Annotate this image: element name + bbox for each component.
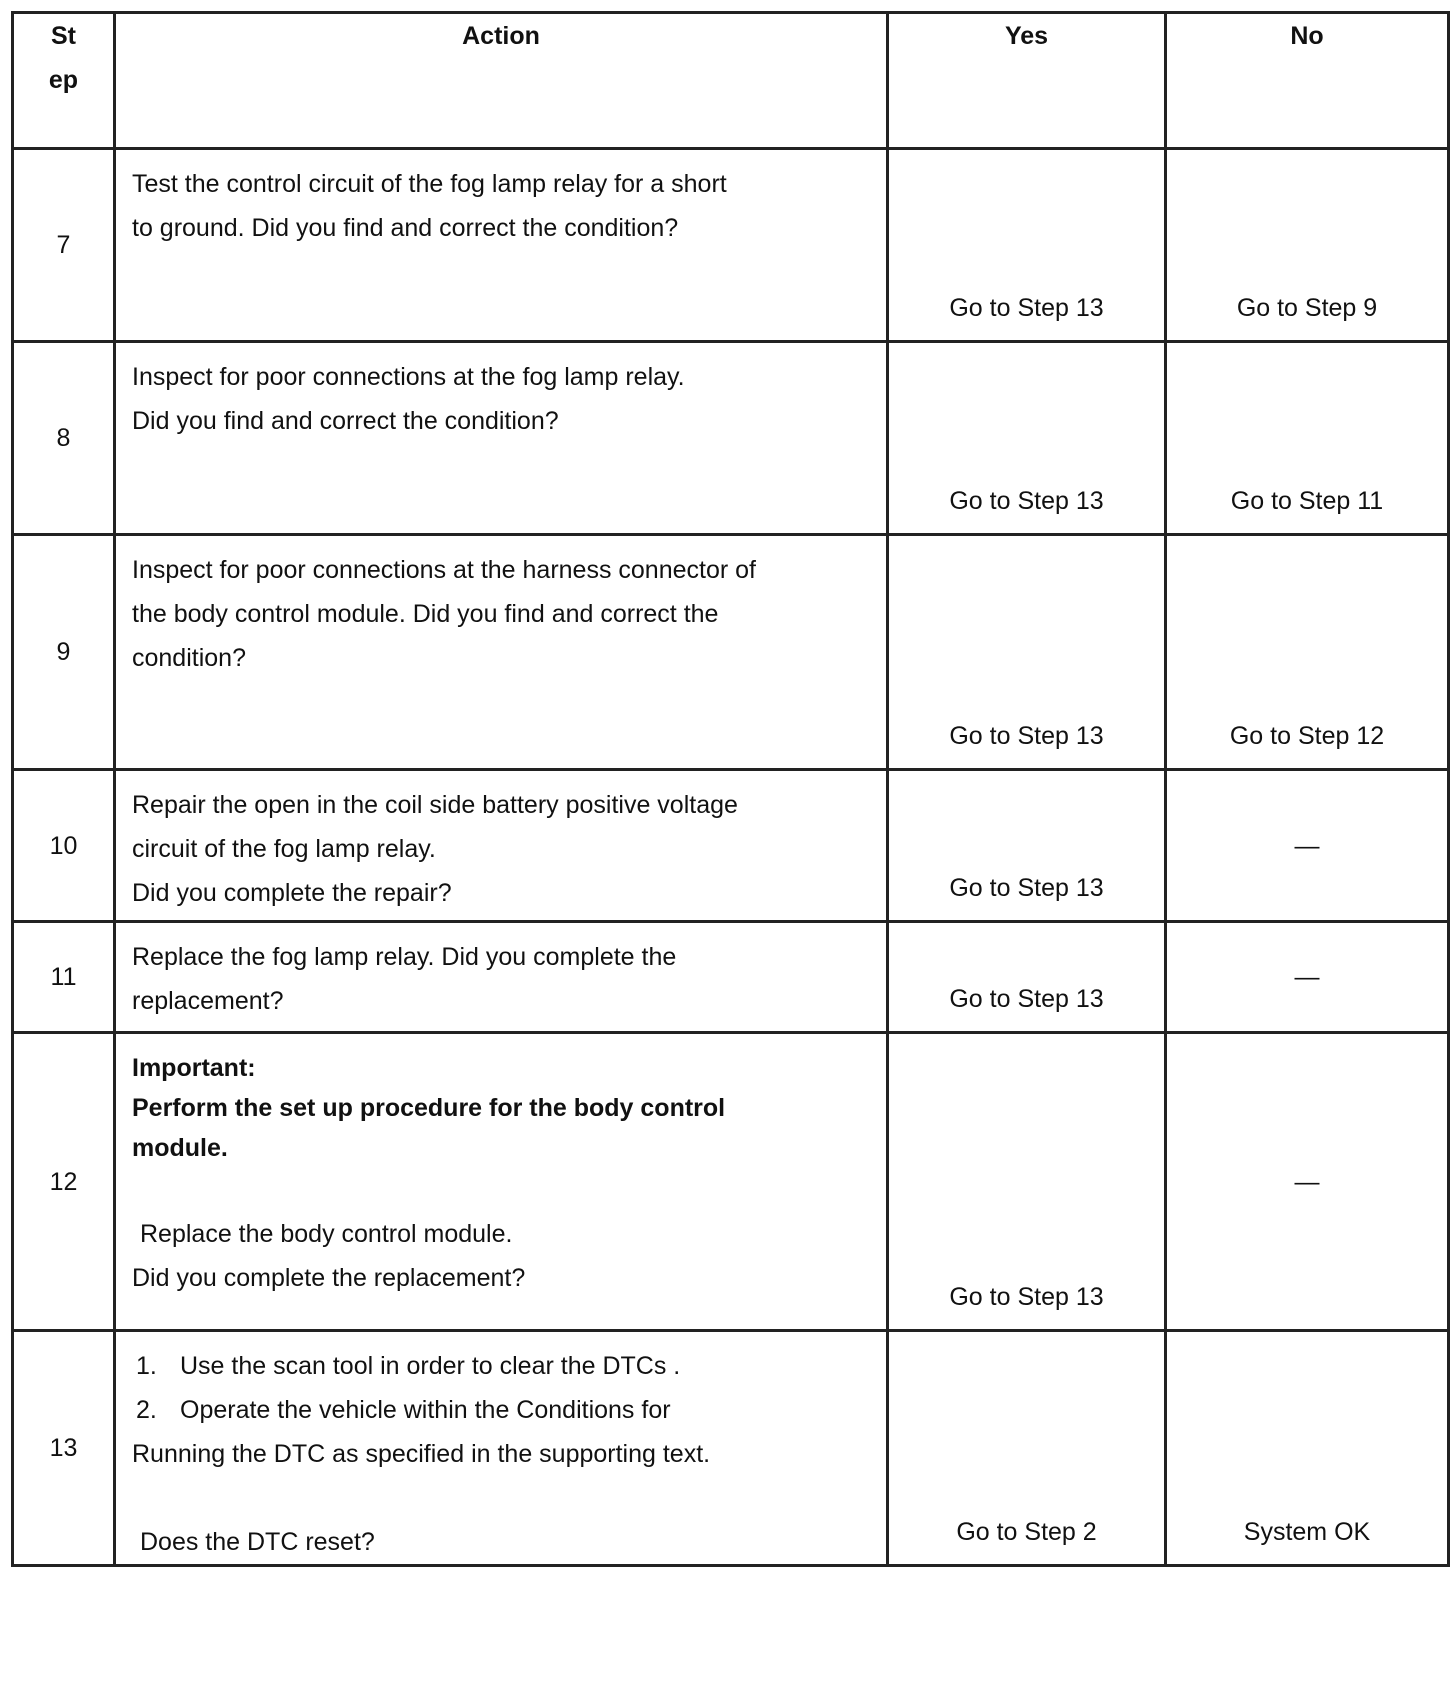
header-step-line2: ep: [48, 66, 79, 94]
no-result-dash: —: [1294, 963, 1320, 991]
step-number: 7: [13, 149, 115, 342]
action-line: Test the control circuit of the fog lamp relay for a short: [132, 170, 727, 198]
step-number: 9: [13, 535, 115, 770]
yes-result: Go to Step 13: [949, 985, 1104, 1013]
action-line: circuit of the fog lamp relay.: [132, 835, 436, 863]
no-cell: [1166, 1331, 1449, 1566]
action-cell: [115, 342, 888, 535]
yes-cell: [888, 535, 1166, 770]
step-number: 11: [13, 922, 115, 1033]
no-cell: [1166, 770, 1449, 922]
no-cell: [1166, 922, 1449, 1033]
yes-cell: [888, 1331, 1166, 1566]
action-cell: [115, 770, 888, 922]
yes-cell: [888, 1033, 1166, 1331]
table-row: [13, 1331, 1449, 1566]
table-row: [13, 342, 1449, 535]
question-line: Does the DTC reset?: [140, 1528, 375, 1556]
header-step: [13, 13, 115, 149]
yes-result: Go to Step 13: [949, 874, 1104, 902]
step-number: 13: [13, 1331, 115, 1566]
action-line: the body control module. Did you find and correct the: [132, 600, 719, 628]
no-cell: [1166, 535, 1449, 770]
action-cell: [115, 535, 888, 770]
no-result-dash: —: [1294, 1167, 1320, 1196]
action-cell: [115, 1331, 888, 1566]
action-line: Replace the body control module.: [140, 1220, 513, 1248]
no-result: System OK: [1243, 1518, 1371, 1546]
yes-result: Go to Step 13: [949, 294, 1104, 322]
no-result-dash: —: [1294, 831, 1320, 860]
yes-result: Go to Step 13: [949, 487, 1104, 515]
important-line: Perform the set up procedure for the body control: [132, 1094, 726, 1122]
list-continuation: Running the DTC as specified in the supporting text.: [132, 1440, 711, 1468]
action-cell: [115, 922, 888, 1033]
action-line: Did you complete the repair?: [132, 879, 452, 907]
action-line: condition?: [132, 644, 246, 672]
diagnostic-table: [11, 11, 1450, 1567]
action-line: Repair the open in the coil side battery positive voltage: [132, 791, 738, 819]
step-number: 12: [13, 1033, 115, 1331]
yes-cell: [888, 342, 1166, 535]
header-row: [13, 13, 1449, 149]
header-action: Action: [115, 13, 888, 149]
table-row: [13, 149, 1449, 342]
table-row: [13, 922, 1449, 1033]
yes-result: Go to Step 13: [949, 1283, 1104, 1311]
list-item: 1. Use the scan tool in order to clear the DTCs .: [136, 1352, 681, 1380]
important-line: module.: [132, 1134, 228, 1162]
important-label: Important:: [132, 1054, 256, 1082]
yes-cell: [888, 922, 1166, 1033]
table-row: [13, 1033, 1449, 1331]
no-cell: [1166, 1033, 1449, 1331]
action-line: Replace the fog lamp relay. Did you complete the: [132, 943, 677, 971]
action-line: replacement?: [132, 987, 284, 1015]
table-row: [13, 770, 1449, 922]
action-line: to ground. Did you find and correct the condition?: [132, 214, 679, 242]
table-row: [13, 535, 1449, 770]
no-result: Go to Step 9: [1236, 294, 1378, 322]
action-line: Inspect for poor connections at the fog lamp relay.: [132, 363, 685, 391]
action-line: Inspect for poor connections at the harness connector of: [132, 556, 756, 584]
list-item: 2. Operate the vehicle within the Conditions for: [136, 1396, 671, 1424]
action-cell: [115, 1033, 888, 1331]
step-number: 10: [13, 770, 115, 922]
procedure-list: [132, 1344, 868, 1432]
action-line: Did you find and correct the condition?: [132, 407, 559, 435]
yes-cell: [888, 149, 1166, 342]
header-no: No: [1166, 13, 1449, 149]
no-result: Go to Step 11: [1230, 487, 1384, 515]
yes-result: Go to Step 13: [949, 722, 1104, 750]
step-number: 8: [13, 342, 115, 535]
no-cell: [1166, 342, 1449, 535]
action-line: Did you complete the replacement?: [132, 1264, 526, 1292]
header-yes: Yes: [888, 13, 1166, 149]
yes-cell: [888, 770, 1166, 922]
header-step-line1: St: [51, 22, 76, 50]
action-cell: [115, 149, 888, 342]
no-result: Go to Step 12: [1229, 722, 1385, 750]
yes-result: Go to Step 2: [956, 1518, 1097, 1546]
no-cell: [1166, 149, 1449, 342]
